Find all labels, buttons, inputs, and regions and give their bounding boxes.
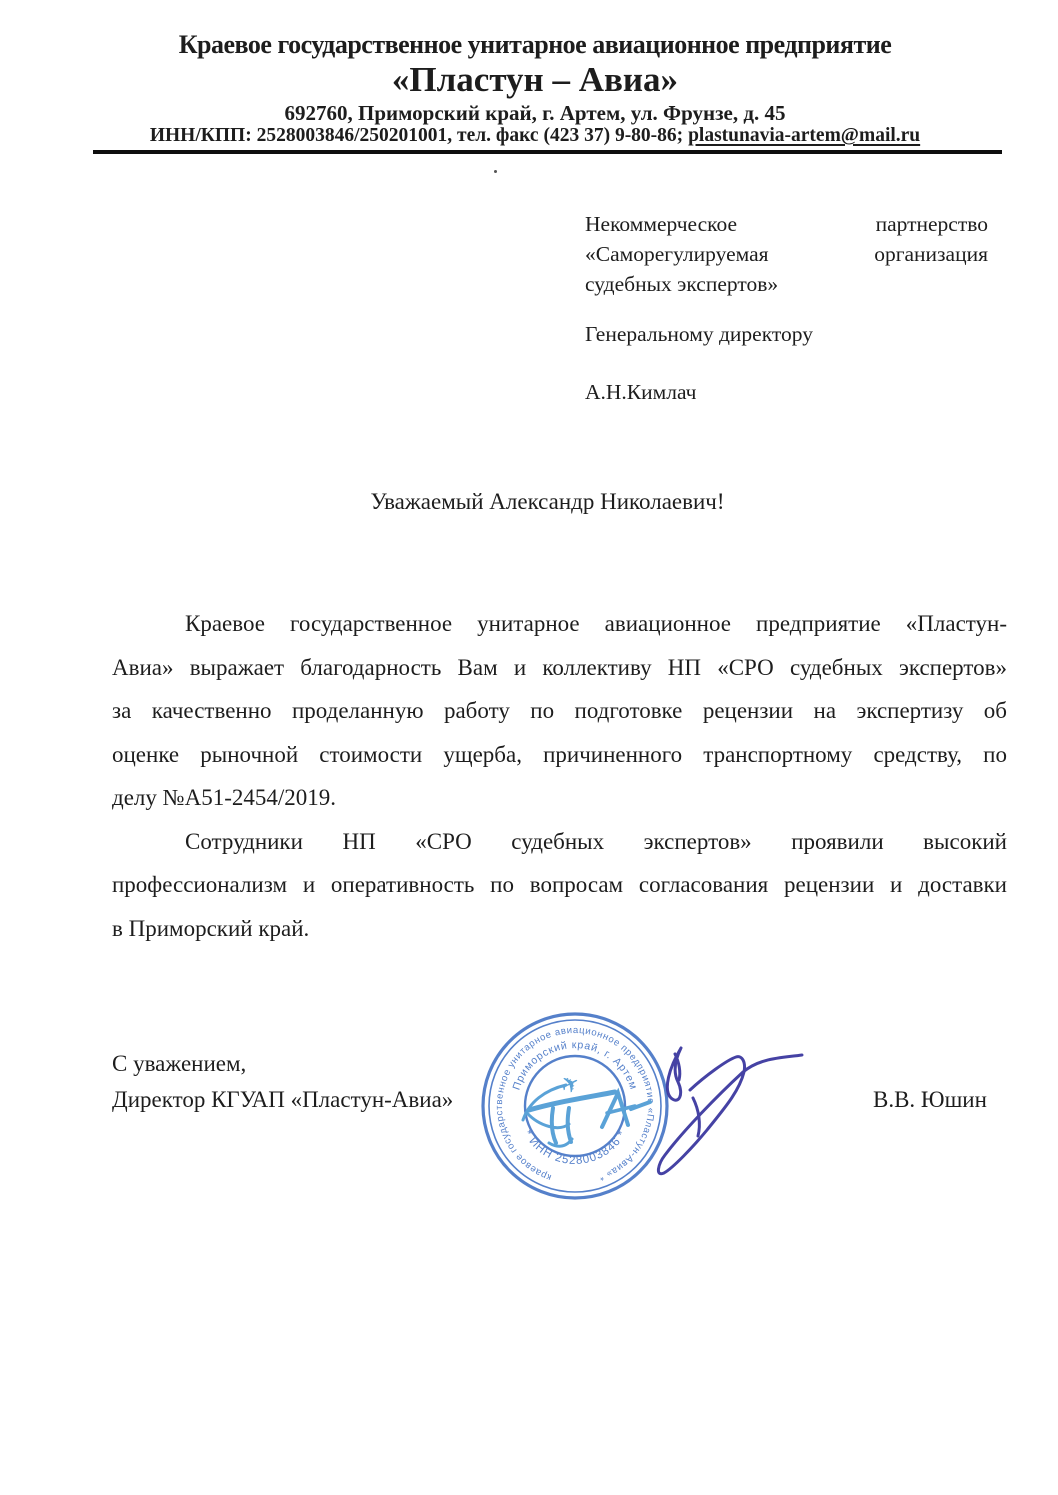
letterhead-address: 692760, Приморский край, г. Артем, ул. Фрунзе, д. 45 (284, 101, 786, 125)
body-line: Авиа» выражает благодарность Вам и коллективу НП «СРО судебных экспертов» (112, 654, 1007, 680)
addressee-block (585, 209, 988, 299)
stamp-inn-text: * ИНН 2528003846 * (521, 1128, 629, 1168)
email-address: plastunavia-artem@mail.ru (688, 125, 921, 146)
signer-position: Директор КГУАП «Пластун-Авиа» (112, 1087, 454, 1112)
addressee-line (585, 209, 988, 239)
addressee-text: партнерство (875, 212, 988, 236)
letter-body (112, 602, 1007, 950)
stamp-region-text: Приморский край, г. Артем (510, 1039, 640, 1092)
inn-phone-text: ИНН/КПП: 2528003846/250201001, тел. факс (423 37) 9-80-86; (149, 125, 689, 146)
addressee-name: А.Н.Кимлач (585, 380, 697, 404)
addressee-line: судебных экспертов» (585, 272, 779, 296)
closing-regards: С уважением, (112, 1051, 247, 1076)
addressee-position: Генеральному директору (585, 322, 813, 346)
body-line: делу №А51-2454/2019. (112, 785, 336, 810)
body-line: профессионализм и оперативность по вопросам согласования рецензии и доставки (112, 872, 1007, 897)
addressee-line (585, 239, 988, 269)
body-line: Сотрудники НП «СРО судебных экспертов» проявили высокий (185, 828, 1007, 854)
body-line: за качественно проделанную работу по подготовке рецензии на экспертизу об (112, 698, 1007, 723)
addressee-text: «Саморегулируемая (585, 242, 769, 266)
body-line: Краевое государственное унитарное авиационное предприятие «Пластун- (185, 611, 1007, 636)
scan-artifact-dot (494, 170, 497, 173)
addressee-text: Некоммерческое (585, 212, 738, 236)
letterhead-divider (93, 150, 1002, 154)
stamp-ring-text: краевое государственное унитарное авиационное предприятие «Пластун-Авиа» * (493, 1024, 657, 1183)
airplane-icon: ✈ (555, 1068, 585, 1101)
letterhead-contacts (60, 125, 1010, 147)
body-line: оценке рыночной стоимости ущерба, причиненного транспортному средству, по (112, 741, 1007, 767)
addressee-text: организация (874, 242, 988, 266)
body-line: в Приморский край. (112, 915, 310, 941)
signature (605, 1028, 805, 1203)
letterhead-org-type: Краевое государственное унитарное авиационное предприятие (178, 30, 892, 59)
signer-name: В.В. Юшин (873, 1087, 987, 1112)
letterhead-org-name: «Пластун – Авиа» (391, 60, 679, 99)
salutation: Уважаемый Александр Николаевич! (370, 489, 725, 514)
